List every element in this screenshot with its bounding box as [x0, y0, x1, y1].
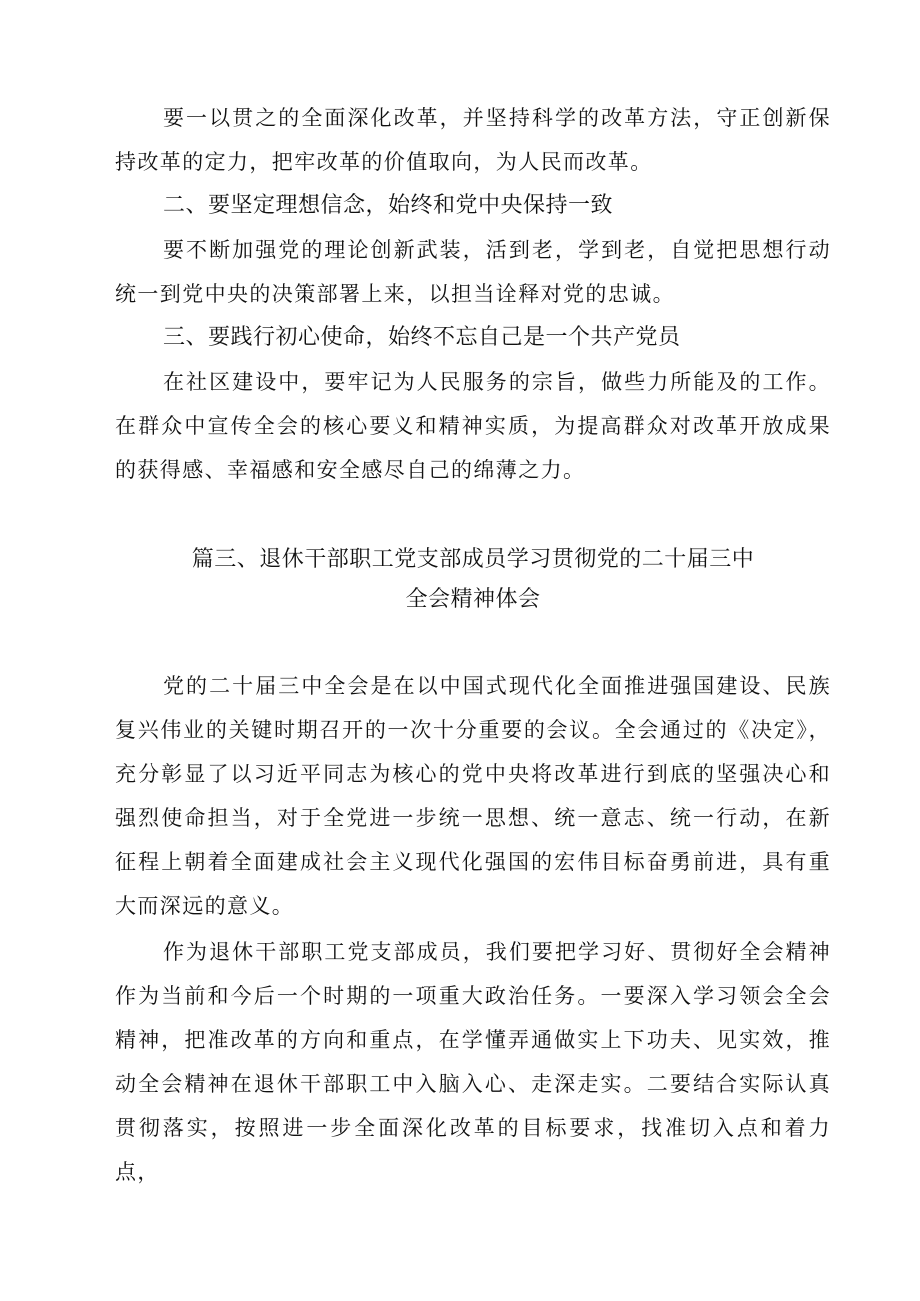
spacer	[115, 492, 831, 540]
document-page	[115, 96, 831, 1194]
article-title	[115, 540, 831, 620]
section-two-paragraph: 要不断加强党的理论创新武装，活到老，学到老，自觉把思想行动统一到党中央的决策部署上来，以担当诠释对党的忠诚。	[115, 238, 831, 306]
section-three-heading: 三、要践行初心使命，始终不忘自己是一个共产党员	[163, 325, 681, 350]
section-three-paragraph: 在社区建设中，要牢记为人民服务的宗旨，做些力所能及的工作。在群众中宣传全会的核心要义和精神实质，为提高群众对改革开放成果的获得感、幸福感和安全感尽自己的绵薄之力。	[115, 370, 831, 482]
section-two-heading: 二、要坚定理想信念，始终和党中央保持一致	[163, 193, 614, 218]
article-paragraph-1: 党的二十届三中全会是在以中国式现代化全面推进强国建设、民族复兴伟业的关键时期召开的一次十分重要的会议。全会通过的《决定》，充分彰显了以习近平同志为核心的党中央将改革进行到底的坚强决心和强烈使命担当，对于全党进一步统一思想、统一意志、统一行动，在新征程上朝着全面建成社会主义现代化强国的宏伟目标奋勇前进，具有重大而深远的意义。	[115, 674, 831, 918]
article-paragraph-2: 作为退休干部职工党支部成员，我们要把学习好、贯彻好全会精神作为当前和今后一个时期的一项重大政治任务。一要深入学习领会全会精神，把准改革的方向和重点，在学懂弄通做实上下功夫、见实效，推动全会精神在退休干部职工中入脑入心、走深走实。二要结合实际认真贯彻落实，按照进一步全面深化改革的目标要求，找准切入点和着力点，	[115, 940, 831, 1184]
article-title-line1: 篇三、退休干部职工党支部成员学习贯彻党的二十届三中	[191, 547, 755, 572]
article-title-line2: 全会精神体会	[405, 587, 541, 612]
intro-paragraph: 要一以贯之的全面深化改革，并坚持科学的改革方法，守正创新保持改革的定力，把牢改革的价值取向，为人民而改革。	[115, 106, 831, 174]
spacer	[115, 620, 831, 664]
